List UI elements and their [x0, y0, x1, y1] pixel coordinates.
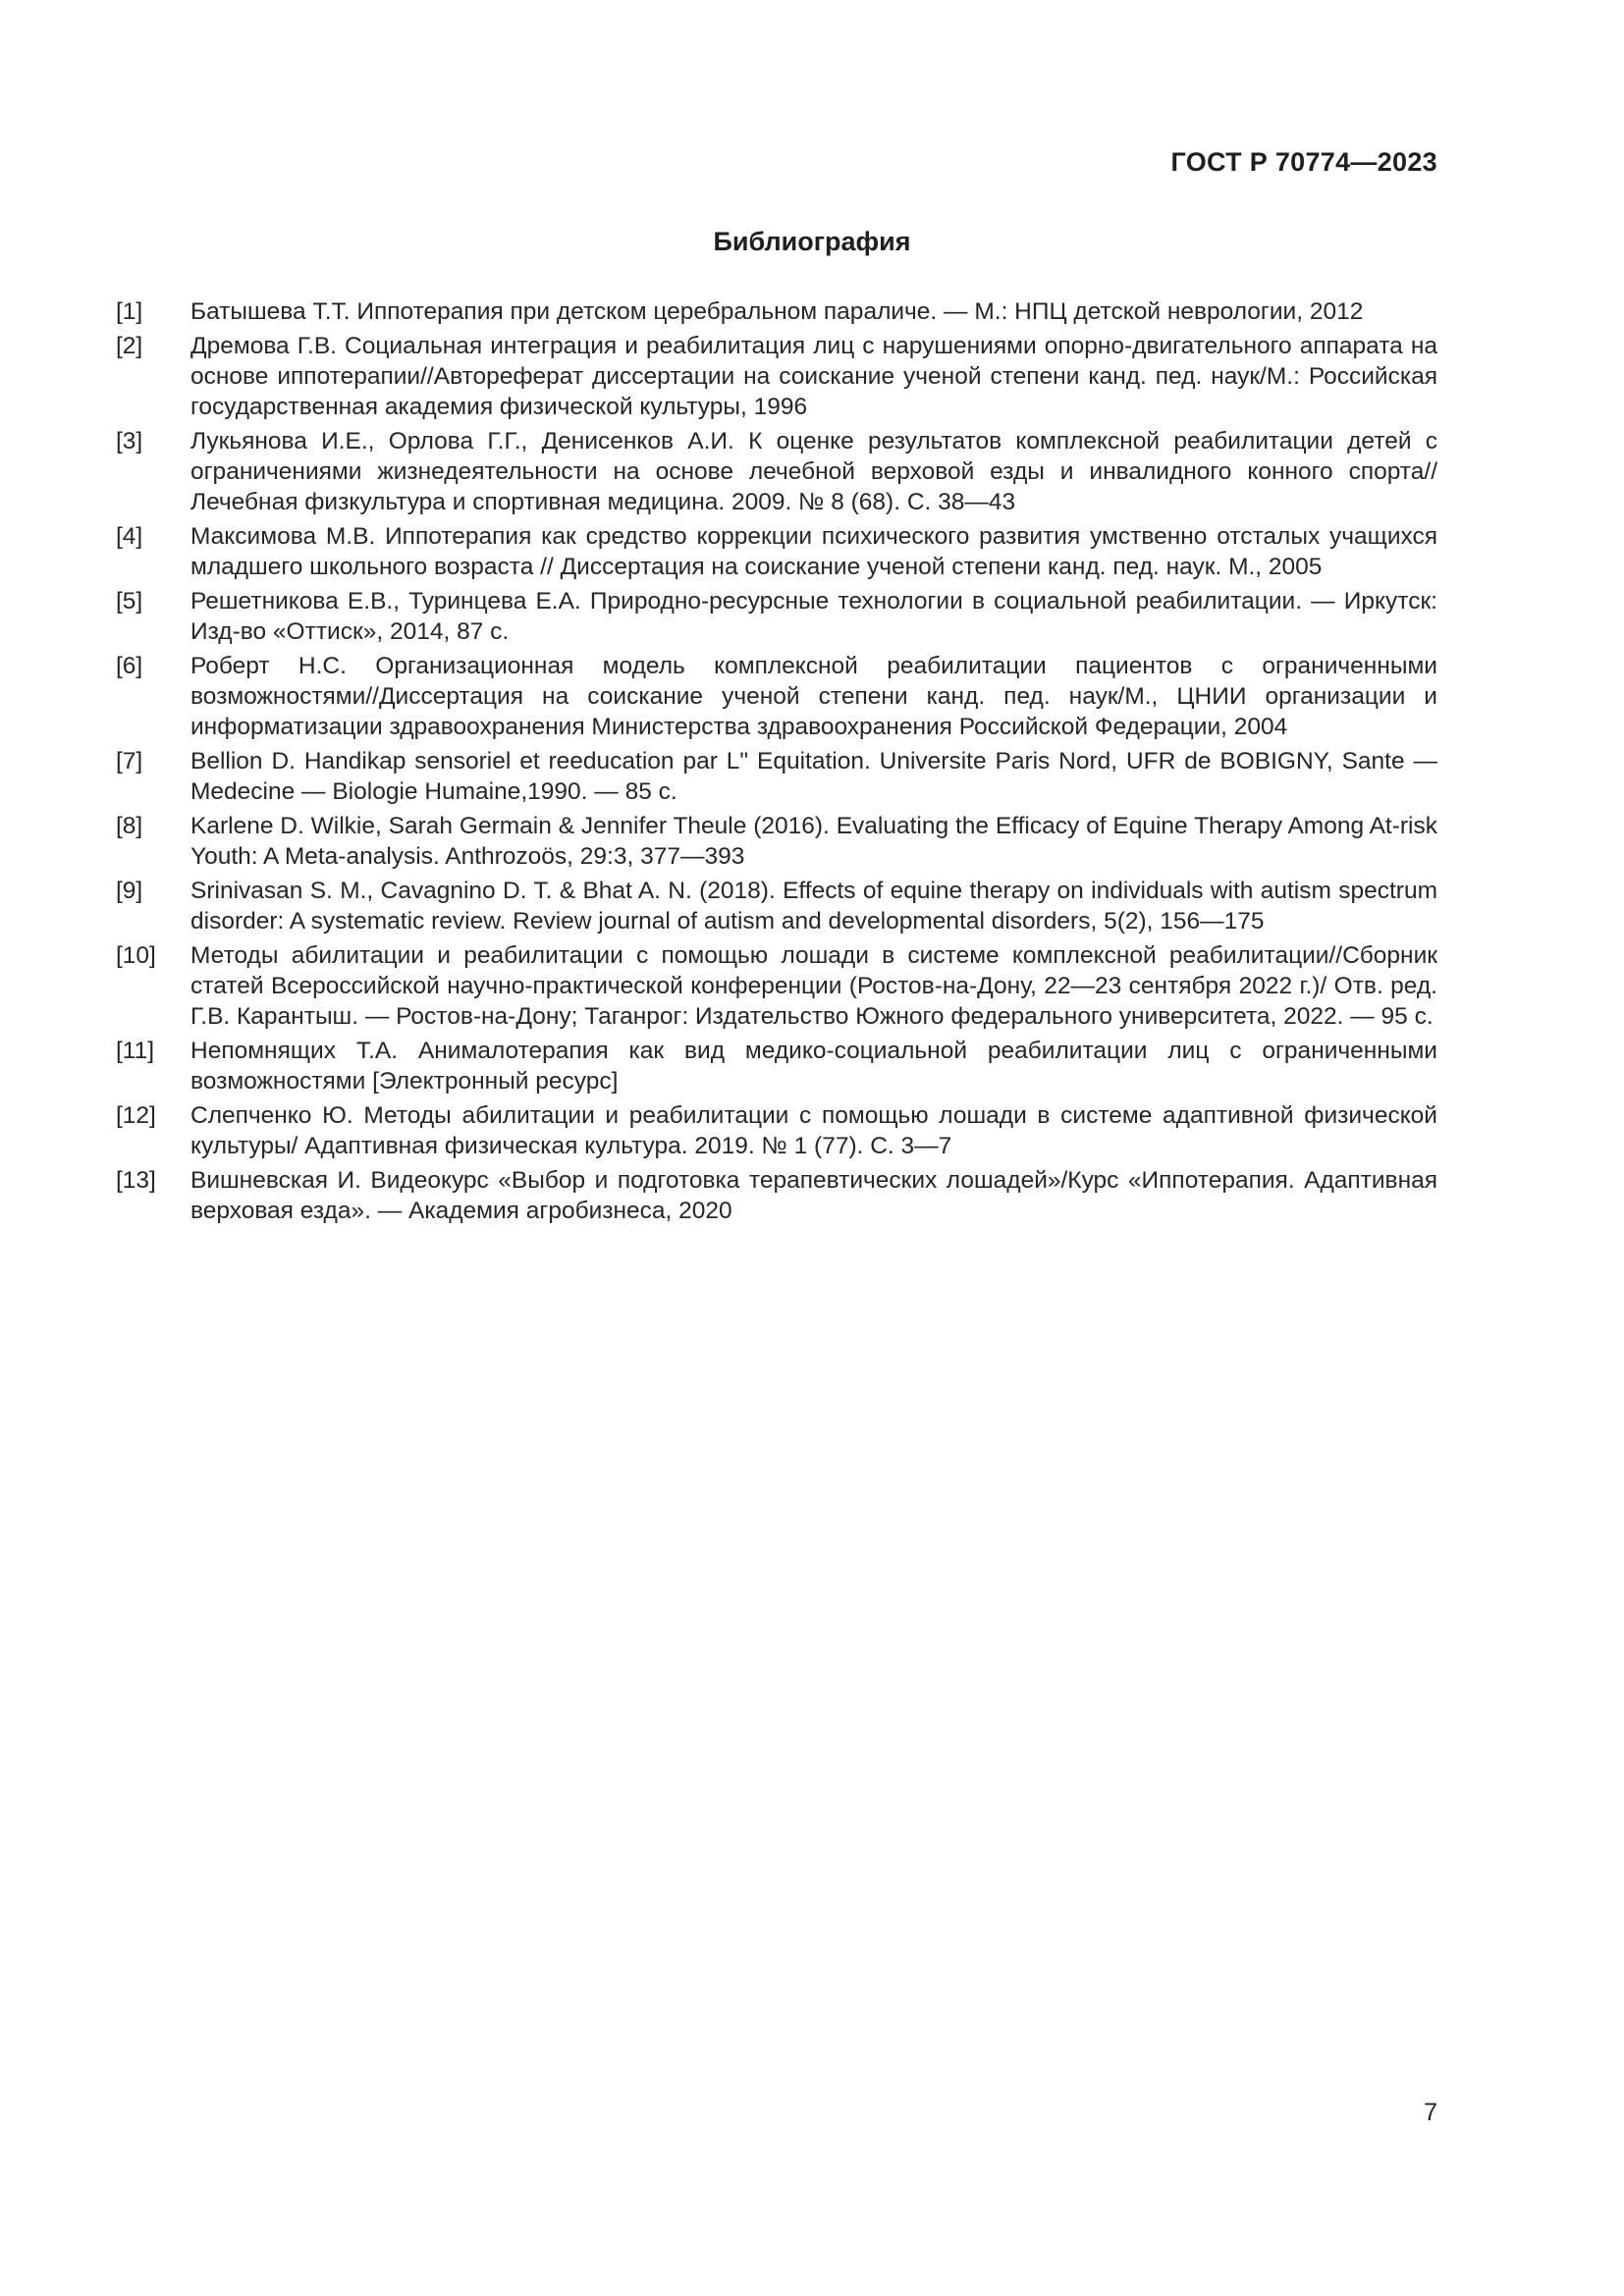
entry-number: [8] [116, 813, 143, 839]
entry-number: [1] [116, 298, 143, 325]
entry-text: Батышева Т.Т. Иппотерапия при детском церебральном параличе. — М.: НПЦ детской неврологии, 2012 [190, 298, 1364, 325]
bibliography-entry [116, 876, 1437, 936]
entry-number: [2] [116, 333, 143, 359]
entry-number: [4] [116, 523, 143, 550]
entry-number: [5] [116, 588, 143, 614]
document-code: ГОСТ Р 70774—2023 [1170, 147, 1437, 177]
bibliography-entry [116, 651, 1437, 742]
entry-number: [9] [116, 878, 143, 904]
bibliography-entry [116, 426, 1437, 517]
bibliography-entry [116, 940, 1437, 1032]
bibliography-entry [116, 746, 1437, 807]
entry-text: Максимова М.В. Иппотерапия как средство коррекции психического развития умственно отсталых учащихся младшего школьного возраста // Диссертация на соискание ученой степени канд. пед. наук. М., 2005 [190, 523, 1437, 580]
page-number: 7 [1424, 2099, 1437, 2126]
entry-text: Методы абилитации и реабилитации с помощью лошади в системе комплексной реабилитации//Сборник статей Всероссийской научно-практической конференции (Ростов-на-Дону, 22—23 сентября 2022 г.)/ Отв. ред. Г.В. Карантыш. — Ростов-на-Дону; Таганрог: Издательство Южного федерального университета, 2022. — 95 с. [190, 942, 1437, 1030]
bibliography-title: Библиография [713, 227, 911, 256]
entry-number: [3] [116, 428, 143, 454]
bibliography-entry [116, 331, 1437, 422]
entry-text: Дремова Г.В. Социальная интеграция и реабилитация лиц с нарушениями опорно-двигательного аппарата на основе иппотерапии//Автореферат диссертации на соискание ученой степени канд. пед. наук/М.: Российская государственная академия физической культуры, 1996 [190, 333, 1437, 420]
bibliography-entry [116, 1165, 1437, 1226]
entry-text: Слепченко Ю. Методы абилитации и реабилитации с помощью лошади в системе адаптивной физической культуры/ Адаптивная физическая культура. 2019. № 1 (77). С. 3—7 [190, 1102, 1437, 1159]
entry-text: Srinivasan S. M., Cavagnino D. T. & Bhat A. N. (2018). Effects of equine therapy on individuals with autism spectrum disorder: A systematic review. Review journal of autism and developmental disorders, 5(2), 156—175 [190, 878, 1437, 934]
bibliography-entry [116, 521, 1437, 582]
entry-number: [11] [116, 1038, 155, 1064]
entry-text: Роберт Н.С. Организационная модель комплексной реабилитации пациентов с ограниченными возможностями//Диссертация на соискание ученой степени канд. пед. наук/М., ЦНИИ организации и информатизации здравоохранения Министерства здравоохранения Российской Федерации, 2004 [190, 653, 1437, 740]
bibliography-entry [116, 296, 1437, 327]
entry-text: Лукьянова И.Е., Орлова Г.Г., Денисенков А.И. К оценке результатов комплексной реабилитации детей с ограничениями жизнедеятельности на основе лечебной верховой езды и инвалидного конного спорта//Лечебная физкультура и спортивная медицина. 2009. № 8 (68). С. 38—43 [190, 428, 1437, 515]
entry-text: Вишневская И. Видеокурс «Выбор и подготовка терапевтических лошадей»/Курс «Иппотерапия. Адаптивная верховая езда». — Академия агробизнеса, 2020 [190, 1167, 1437, 1224]
entry-number: [6] [116, 653, 143, 679]
entry-text: Bellion D. Handikap sensoriel et reeducation par L" Equitation. Universite Paris Nord, UFR de BOBIGNY, Sante — Medecine — Biologie Humaine,1990. — 85 c. [190, 748, 1437, 805]
entry-number: [10] [116, 942, 156, 969]
entry-text: Непомнящих Т.А. Анималотерапия как вид медико-социальной реабилитации лиц с ограниченными возможностями [Электронный ресурс] [190, 1038, 1437, 1095]
entry-number: [7] [116, 748, 143, 774]
entry-number: [13] [116, 1167, 156, 1194]
bibliography-entry [116, 1100, 1437, 1161]
bibliography-entry [116, 811, 1437, 872]
bibliography-list [116, 296, 1437, 1230]
entry-text: Решетникова Е.В., Туринцева Е.А. Природно-ресурсные технологии в социальной реабилитации. — Иркутск: Изд-во «Оттиск», 2014, 87 с. [190, 588, 1437, 645]
bibliography-entry [116, 586, 1437, 647]
entry-number: [12] [116, 1102, 156, 1129]
entry-text: Karlene D. Wilkie, Sarah Germain & Jennifer Theule (2016). Evaluating the Efficacy of Equine Therapy Among At-risk Youth: A Meta-analysis. Anthrozoös, 29:3, 377—393 [190, 813, 1437, 870]
bibliography-entry [116, 1036, 1437, 1096]
